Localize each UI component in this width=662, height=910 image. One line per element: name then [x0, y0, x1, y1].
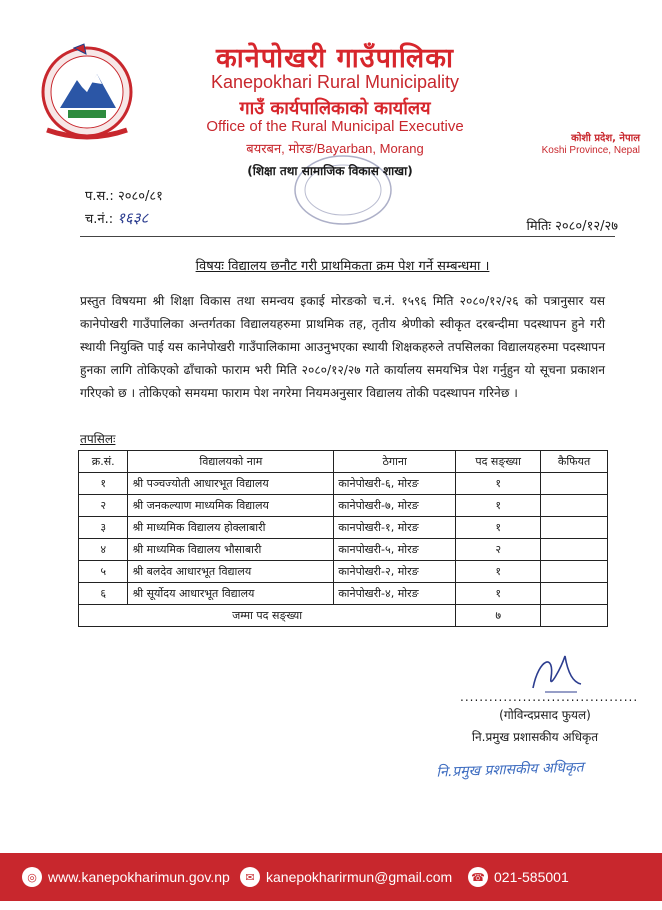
table-row: [79, 473, 608, 495]
office-address: बयरबन, मोरङ/Bayarban, Morang: [246, 141, 424, 156]
cell-address: कानेपोखरी-७, मोरङ: [334, 495, 456, 517]
letter-body: प्रस्तुत विषयमा श्री शिक्षा विकास तथा समन्वय इकाई मोरङको च.नं. १५९६ मिति २०८०/१२/२६ को पत्रानुसार यस कानेपोखरी गाउँपालिका अन्तर्गतका विद्यालयहरुमा प्राथमिक तह, तृतीय श्रेणीको स्वीकृत दरबन्दीमा पदस्थापन हुने गरी स्थायी नियुक्ति पाई यस कानेपोखरी गाउँपालिकामा आउनुभएका स्थायी शिक्षकहरुले तपसिलका विद्यालयहरुमा पदस्थापन हुनका लागि तोकिएको ढाँचाको फाराम भरी मिति २०८०/१२/२७ गते कार्यालय समयभित्र पेश गर्नुहुन यो सूचना प्रकाशन गरिएको छ । तोकिएको समयमा फाराम पेश नगरेमा नियमअनुसार विद्यालय तोकी पदस्थापन गरिनेछ ।: [80, 294, 605, 400]
total-label: जम्मा पद सङ्ख्या: [79, 605, 456, 627]
cell-remarks: [541, 561, 608, 583]
cell-school-name: श्री माध्यमिक विद्यालय भौसाबारी: [128, 539, 334, 561]
website-text: www.kanepokharimun.gov.np: [48, 869, 230, 885]
details-label: तपसिलः: [80, 432, 116, 446]
table-row: [79, 539, 608, 561]
header-school-name: विद्यालयको नाम: [128, 451, 334, 473]
cell-post-count: १: [456, 495, 541, 517]
globe-icon: ◎: [22, 867, 42, 887]
office-title-np: गाउँ कार्यपालिकाको कार्यालय: [239, 98, 431, 119]
cell-post-count: १: [456, 583, 541, 605]
cell-remarks: [541, 539, 608, 561]
cell-serial: २: [79, 495, 128, 517]
signatory-name: (गोविन्दप्रसाद फुयल): [499, 708, 591, 722]
footer-email[interactable]: [240, 867, 452, 887]
table-total-row: [79, 605, 608, 627]
phone-icon: ☎: [468, 867, 488, 887]
header-post-count: पद सङ्ख्या: [456, 451, 541, 473]
nepal-emblem-logo: [32, 40, 142, 140]
province-np: कोशी प्रदेश, नेपाल: [571, 133, 640, 144]
municipality-title-np: कानेपोखरी गाउँपालिका: [216, 43, 454, 74]
total-value: ७: [456, 605, 541, 627]
cell-address: कानेपोखरी-२, मोरङ: [334, 561, 456, 583]
dispatch-number-label: च.नं.:: [85, 212, 114, 227]
email-text: kanepokharirmun@gmail.com: [266, 869, 453, 885]
cell-remarks: [541, 517, 608, 539]
table-row: [79, 495, 608, 517]
cell-post-count: १: [456, 517, 541, 539]
cell-serial: ४: [79, 539, 128, 561]
branch-name: (शिक्षा तथा सामाजिक विकास शाखा): [247, 164, 413, 178]
letter-subject-text: विषयः विद्यालय छनौट गरी प्राथमिकता क्रम पेश गर्ने सम्बन्धमा ।: [195, 259, 490, 274]
mail-icon: ✉: [240, 867, 260, 887]
cell-remarks: [541, 495, 608, 517]
header-address: ठेगाना: [334, 451, 456, 473]
letter-date: मितिः २०८०/१२/२७: [526, 219, 618, 234]
table-row: [79, 583, 608, 605]
cell-address: कानपोखरी-५, मोरङ: [334, 539, 456, 561]
school-table: [78, 450, 608, 627]
cell-school-name: श्री सूर्योदय आधारभूत विद्यालय: [128, 583, 334, 605]
province-en: Koshi Province, Nepal: [541, 145, 640, 156]
signature-line: .....................................: [460, 690, 639, 704]
designation-stamp: नि.प्रमुख प्रशासकीय अधिकृत: [436, 759, 584, 781]
municipality-title-en: Kanepokhari Rural Municipality: [210, 72, 460, 92]
office-title-en: Office of the Rural Municipal Executive: [206, 118, 464, 135]
header-serial: क्र.सं.: [79, 451, 128, 473]
cell-address: कानेपोखरी-६, मोरङ: [334, 473, 456, 495]
cell-address: कानपोखरी-१, मोरङ: [334, 517, 456, 539]
cell-school-name: श्री पञ्चज्योती आधारभूत विद्यालय: [128, 473, 334, 495]
cell-school-name: श्री जनकल्याण माध्यमिक विद्यालय: [128, 495, 334, 517]
footer-phone[interactable]: [468, 867, 569, 887]
cell-remarks: [541, 583, 608, 605]
cell-remarks: [541, 473, 608, 495]
letter-reference-number: प.स.: २०८०/८१: [85, 189, 163, 204]
header-remarks: कैफियत: [541, 451, 608, 473]
cell-address: कानेपोखरी-४, मोरङ: [334, 583, 456, 605]
signatory-title: नि.प्रमुख प्रशासकीय अधिकृत: [471, 730, 599, 744]
footer-bar: [0, 853, 662, 901]
cell-school-name: श्री माध्यमिक विद्यालय होक्लाबारी: [128, 517, 334, 539]
dispatch-number: [85, 208, 148, 228]
total-remarks: [541, 605, 608, 627]
phone-text: 021-585001: [494, 869, 569, 885]
table-header-row: [79, 451, 608, 473]
cell-serial: ५: [79, 561, 128, 583]
dispatch-number-value: १६३८: [117, 209, 149, 227]
cell-post-count: १: [456, 473, 541, 495]
cell-serial: ६: [79, 583, 128, 605]
table-row: [79, 561, 608, 583]
cell-serial: १: [79, 473, 128, 495]
header-divider: [80, 236, 615, 237]
table-row: [79, 517, 608, 539]
letter-subject: [80, 256, 605, 274]
footer-website[interactable]: [22, 867, 230, 887]
cell-post-count: २: [456, 539, 541, 561]
cell-post-count: १: [456, 561, 541, 583]
cell-serial: ३: [79, 517, 128, 539]
cell-school-name: श्री बलदेव आधारभूत विद्यालय: [128, 561, 334, 583]
